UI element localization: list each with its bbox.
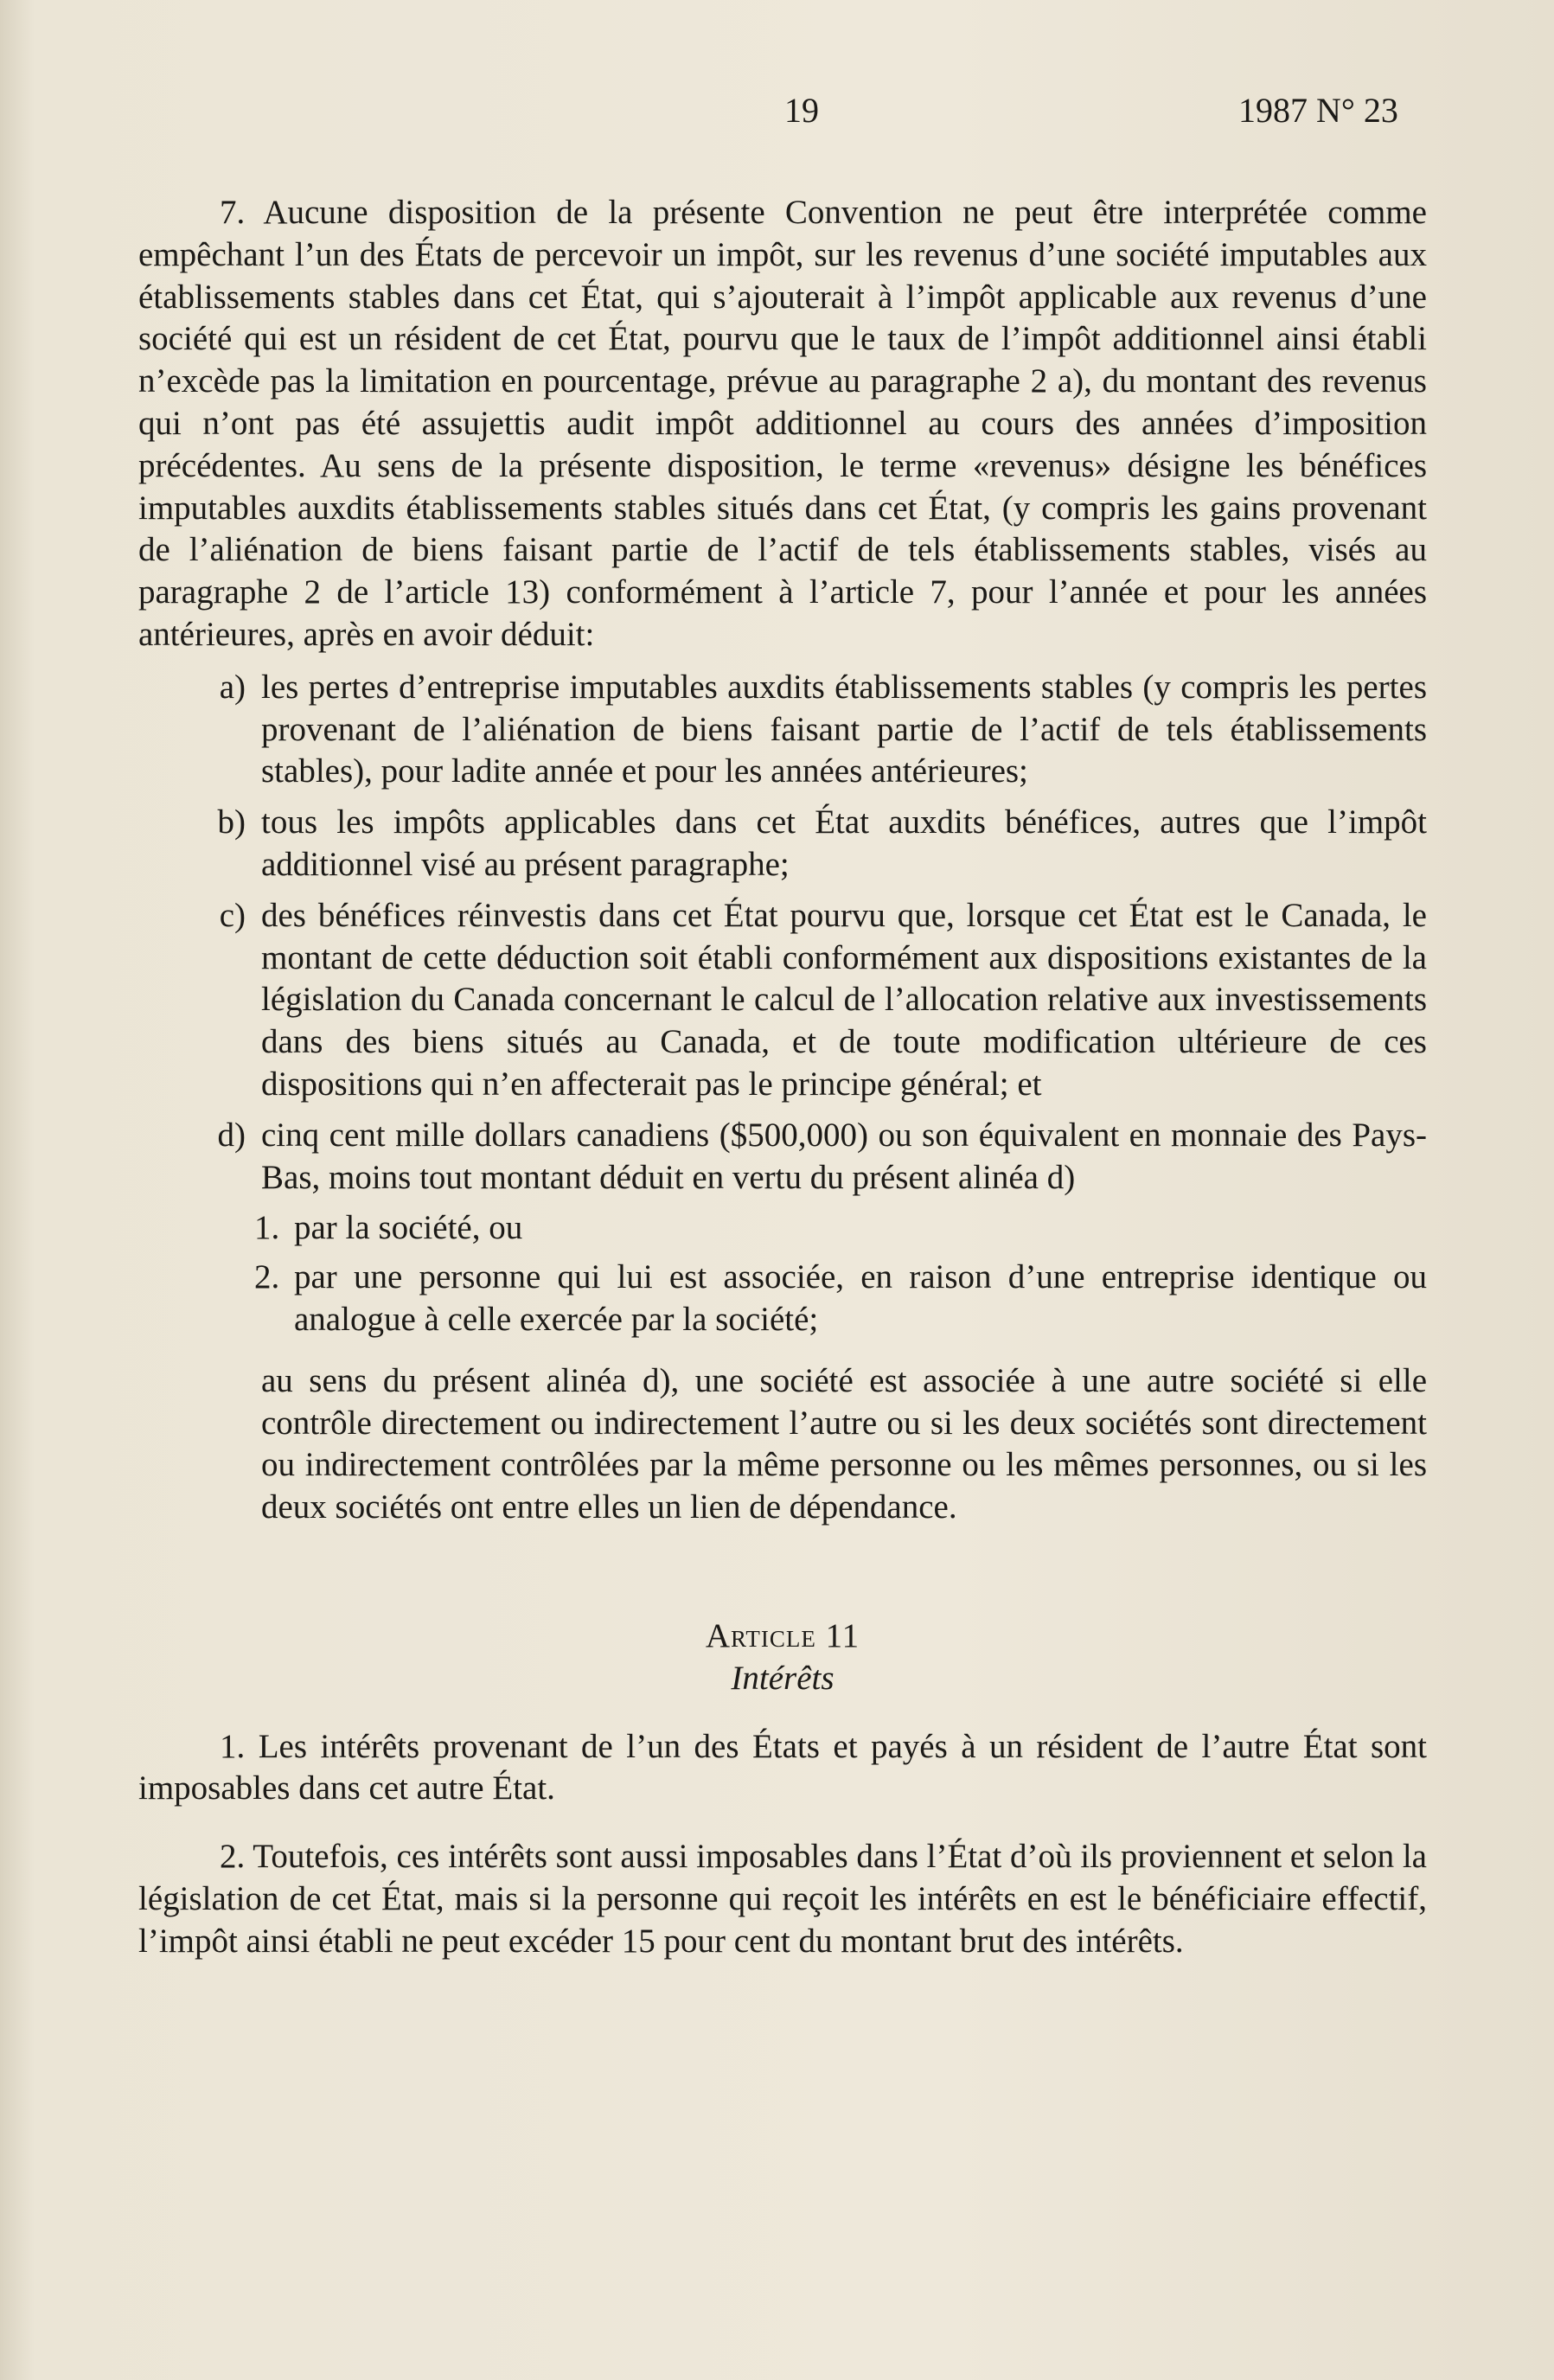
- sub-item-label: 2.: [254, 1258, 280, 1296]
- page-number: 19: [784, 91, 819, 130]
- deduction-list: [138, 667, 1427, 1200]
- item-text: les pertes d’entreprise imputables auxdits établissements stables (y compris les pertes provenant de l’aliénation de biens faisant partie de l’actif de tels établissements stables), pour ladite année et pour les années antérieures;: [261, 668, 1427, 790]
- list-item: [138, 667, 1427, 793]
- associated-company-definition: au sens du présent alinéa d), une société est associée à une autre société si elle contrôle directement ou indirectement l’autre ou si les deux sociétés sont directement ou indirectement contrôlées par la même personne ou les mêmes personnes, ou si les deux sociétés ont entre elles un lien de dépendance.: [261, 1361, 1427, 1526]
- paragraph-7: 7. Aucune disposition de la présente Convention ne peut être interprétée comme empêchant l’un des États de percevoir un impôt, sur les revenus d’une société imputables aux établissements stables dans cet État, qui s’ajouterait à l’impôt applicable aux revenus d’une société qui est un résident de cet État, pourvu que le taux de l’impôt additionnel ainsi établi n’excède pas la limitation en pourcentage, prévue au paragraphe 2 a), du montant des revenus qui n’ont pas été assujettis audit impôt additionnel au cours des années d’imposition précédentes. Au sens de la présente disposition, le terme «revenus» désigne les bénéfices imputables auxdits établissements stables situés dans cet État, (y compris les gains provenant de l’aliénation de biens faisant partie de l’actif de tels établissements stables, visés au paragraphe 2 de l’article 13) conformément à l’article 7, pour l’année et pour les années antérieures, après en avoir déduit:: [138, 194, 1427, 653]
- sub-list: [138, 1207, 1427, 1340]
- sub-list-item: [138, 1207, 1427, 1250]
- article-heading: Article 11: [705, 1616, 860, 1654]
- sub-list-item: [138, 1257, 1427, 1341]
- page-content: [138, 192, 1427, 1962]
- item-label: d): [217, 1116, 246, 1154]
- item-text: cinq cent mille dollars canadiens ($500,000) ou son équivalent en monnaie des Pays-Bas, moins tout montant déduit en vertu du présent alinéa d): [261, 1116, 1427, 1196]
- sub-item-text: par la société, ou: [294, 1209, 523, 1247]
- item-text: des bénéfices réinvestis dans cet État pourvu que, lorsque cet État est le Canada, le montant de cette déduction soit établi conformément aux dispositions existantes de la législation du Canada concernant le calcul de l’allocation relative aux investissements dans des biens situés au Canada, et de toute modification ultérieure de ces dispositions qui n’en affecterait pas le principe général; et: [261, 896, 1427, 1103]
- item-text: tous les impôts applicables dans cet État auxdits bénéfices, autres que l’impôt additionnel visé au présent paragraphe;: [261, 803, 1427, 883]
- article-paragraph-2: 2. Toutefois, ces intérêts sont aussi imposables dans l’État d’où ils proviennent et selon la législation de cet État, mais si la personne qui reçoit les intérêts en est le bénéficiaire effectif, l’impôt ainsi établi ne peut excéder 15 pour cent du montant brut des intérêts.: [138, 1838, 1427, 1960]
- list-item: [138, 895, 1427, 1106]
- article-paragraph-1: 1. Les intérêts provenant de l’un des États et payés à un résident de l’autre État sont imposables dans cet autre État.: [138, 1727, 1427, 1807]
- publication-reference: 1987 N° 23: [1238, 91, 1398, 130]
- article-subtitle: Intérêts: [731, 1659, 835, 1697]
- item-label: b): [217, 803, 246, 841]
- page-header: [0, 89, 1554, 132]
- item-label: c): [219, 896, 246, 934]
- sub-item-label: 1.: [254, 1209, 280, 1247]
- list-item: [138, 802, 1427, 886]
- list-item: [138, 1115, 1427, 1200]
- sub-item-text: par une personne qui lui est associée, en raison d’une entreprise identique ou analogue à celle exercée par la société;: [294, 1258, 1427, 1338]
- item-label: a): [219, 668, 246, 706]
